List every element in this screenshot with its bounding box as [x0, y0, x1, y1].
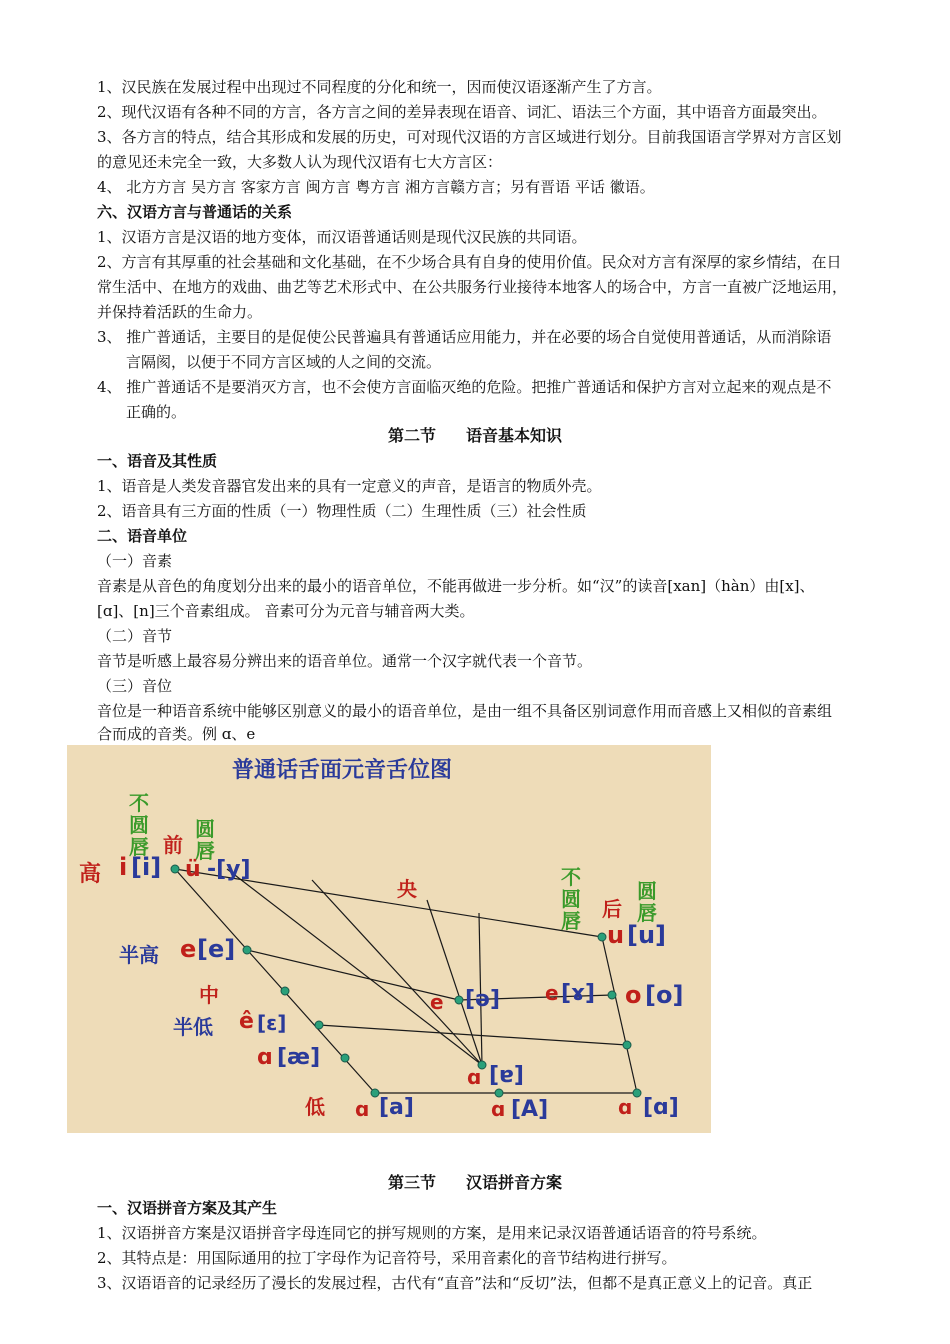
vowel-A-ipa: [A]	[511, 1097, 549, 1122]
vowel-schwa-ipa: [ə]	[465, 987, 501, 1012]
label-chun: 唇	[561, 909, 581, 933]
label-di: 低	[305, 1095, 325, 1119]
vowel-u-letter: u	[607, 921, 625, 949]
label-chun: 唇	[195, 839, 215, 863]
vowel-ecirc-letter: ê	[239, 1009, 254, 1034]
section-heading: 一、语音及其性质	[97, 452, 218, 470]
text-line: 2、语音具有三方面的性质（一）物理性质（二）生理性质（三）社会性质	[97, 502, 587, 520]
section-name: 汉语拼音方案	[466, 1173, 563, 1192]
label-bu: 不	[561, 865, 581, 889]
vowel-ep-ipa: [ɐ]	[489, 1063, 524, 1088]
text-line: 1、汉语拼音方案是汉语拼音字母连同它的拼写规则的方案，是用来记录汉语普通话语音的符号系统。	[97, 1224, 767, 1242]
text-line: 1、汉民族在发展过程中出现过不同程度的分化和统一，因而使汉语逐渐产生了方言。	[97, 78, 662, 96]
section-number: 第二节	[387, 426, 436, 445]
vowel-a-ipa: [a]	[379, 1095, 414, 1120]
vowel-ab-ipa: [ɑ]	[643, 1095, 679, 1120]
text-line: 4、 推广普通话不是要消灭方言，也不会使方言面临灭绝的危险。把推广普通话和保护方言对立起来的观点是不	[97, 378, 832, 396]
vowel-u-ipa: [u]	[627, 921, 667, 949]
vowel-e-ipa: [e]	[197, 935, 236, 963]
label-chun: 唇	[637, 901, 657, 925]
text-line: 1、语音是人类发音器官发出来的具有一定意义的声音，是语言的物质外壳。	[97, 477, 602, 495]
text-line: 3、 推广普通话，主要目的是促使公民普遍具有普通话应用能力，并在必要的场合自觉使用普通话，从而消除语	[97, 328, 832, 346]
label-hou: 后	[602, 897, 622, 921]
label-zhong: 中	[199, 983, 219, 1007]
vowel-ep-letter: ɑ	[467, 1065, 482, 1089]
vowel-ab-letter: ɑ	[618, 1095, 633, 1119]
subheading: （一）音素	[97, 552, 173, 570]
label-chun: 唇	[129, 835, 149, 859]
vowel-ae-ipa: [æ]	[277, 1045, 321, 1070]
vowel-gamma-ipa: [ɤ]	[561, 981, 596, 1006]
vowel-schwa-letter: e	[430, 990, 444, 1014]
text-line: 的意见还未完全一致，大多数人认为现代汉语有七大方言区：	[97, 153, 503, 171]
subheading: （二）音节	[97, 627, 173, 645]
text-line: 言隔阂，以便于不同方言区域的人之间的交流。	[126, 353, 442, 371]
section-heading: 二、语音单位	[97, 527, 188, 545]
section-title	[0, 425, 950, 447]
text-line: 2、方言有其厚重的社会基础和文化基础，在不少场合具有自身的使用价值。民众对方言有深厚的家乡情结，在日	[97, 253, 842, 271]
label-banggao: 半高	[119, 943, 159, 967]
label-qian: 前	[163, 833, 183, 857]
text-line: 合而成的音类。例 ɑ、e	[97, 725, 256, 743]
text-line: 4、 北方方言 吴方言 客家方言 闽方言 粤方言 湘方言赣方言；另有晋语 平话 徽语。	[97, 178, 655, 196]
text-line: 并保持着活跃的生命力。	[97, 303, 263, 321]
label-yuan: 圆	[129, 813, 149, 837]
section-heading: 一、汉语拼音方案及其产生	[97, 1199, 278, 1217]
text-line: 1、汉语方言是汉语的地方变体，而汉语普通话则是现代汉民族的共同语。	[97, 228, 587, 246]
label-gao: 高	[79, 862, 102, 887]
vowel-e-letter: e	[180, 935, 197, 963]
vowel-ae-letter: ɑ	[257, 1045, 273, 1070]
section-number: 第三节	[387, 1173, 436, 1192]
text-line: 音位是一种语音系统中能够区别意义的最小的语音单位，是由一组不具备区别词意作用而音感上又相似的音素组	[97, 702, 833, 720]
text-line: 2、其特点是：用国际通用的拉丁字母作为记音符号，采用音素化的音节结构进行拼写。	[97, 1249, 677, 1267]
vowel-a-letter: ɑ	[355, 1097, 370, 1121]
label-bu: 不	[129, 791, 149, 815]
section-title	[0, 1172, 950, 1194]
text-line: 常生活中、在地方的戏曲、曲艺等艺术形式中、在公共服务行业接待本地客人的场合中，方言一直被广泛地运用，	[97, 278, 848, 296]
vowel-o-ipa: [o]	[645, 981, 684, 1009]
section-name: 语音基本知识	[466, 426, 563, 445]
vowel-i-ipa: [i]	[131, 853, 162, 881]
text-line: 音节是听感上最容易分辨出来的语音单位。通常一个汉字就代表一个音节。	[97, 652, 593, 670]
text-line: [ɑ]、[n]三个音素组成。 音素可分为元音与辅音两大类。	[97, 602, 475, 620]
text-line: 正确的。	[126, 403, 187, 421]
vowel-A-letter: ɑ	[491, 1097, 506, 1121]
text-line: 音素是从音色的角度划分出来的最小的语音单位，不能再做进一步分析。如“汉”的读音[xan]（hàn）由[x]、	[97, 577, 815, 595]
text-line: 3、汉语语音的记录经历了漫长的发展过程，古代有“直音”法和“反切”法，但都不是真正意义上的记音。真正	[97, 1274, 813, 1292]
text-line: 2、现代汉语有各种不同的方言，各方言之间的差异表现在语音、词汇、语法三个方面，其中语音方面最突出。	[97, 103, 827, 121]
label-yang: 央	[397, 877, 417, 901]
vowel-gamma-letter: e	[545, 981, 559, 1005]
label-yuan: 圆	[561, 887, 581, 911]
subheading: （三）音位	[97, 677, 173, 695]
label-bandi: 半低	[173, 1015, 213, 1039]
figure-title: 普通话舌面元音舌位图	[232, 758, 453, 783]
vowel-i-letter: i	[119, 853, 128, 881]
vowel-y-ipa: -[y]	[207, 857, 251, 882]
label-yuan: 圆	[637, 879, 657, 903]
label-yuan: 圆	[195, 817, 215, 841]
vowel-u-umlaut: ü	[185, 857, 201, 882]
text-line: 3、各方言的特点，结合其形成和发展的历史，可对现代汉语的方言区域进行划分。目前我国语言学界对方言区划	[97, 128, 842, 146]
vowel-chart-figure	[67, 745, 711, 1133]
vowel-o-letter: o	[625, 981, 642, 1009]
section-heading: 六、汉语方言与普通话的关系	[97, 203, 293, 221]
vowel-ecirc-ipa: [ɛ]	[257, 1011, 287, 1035]
